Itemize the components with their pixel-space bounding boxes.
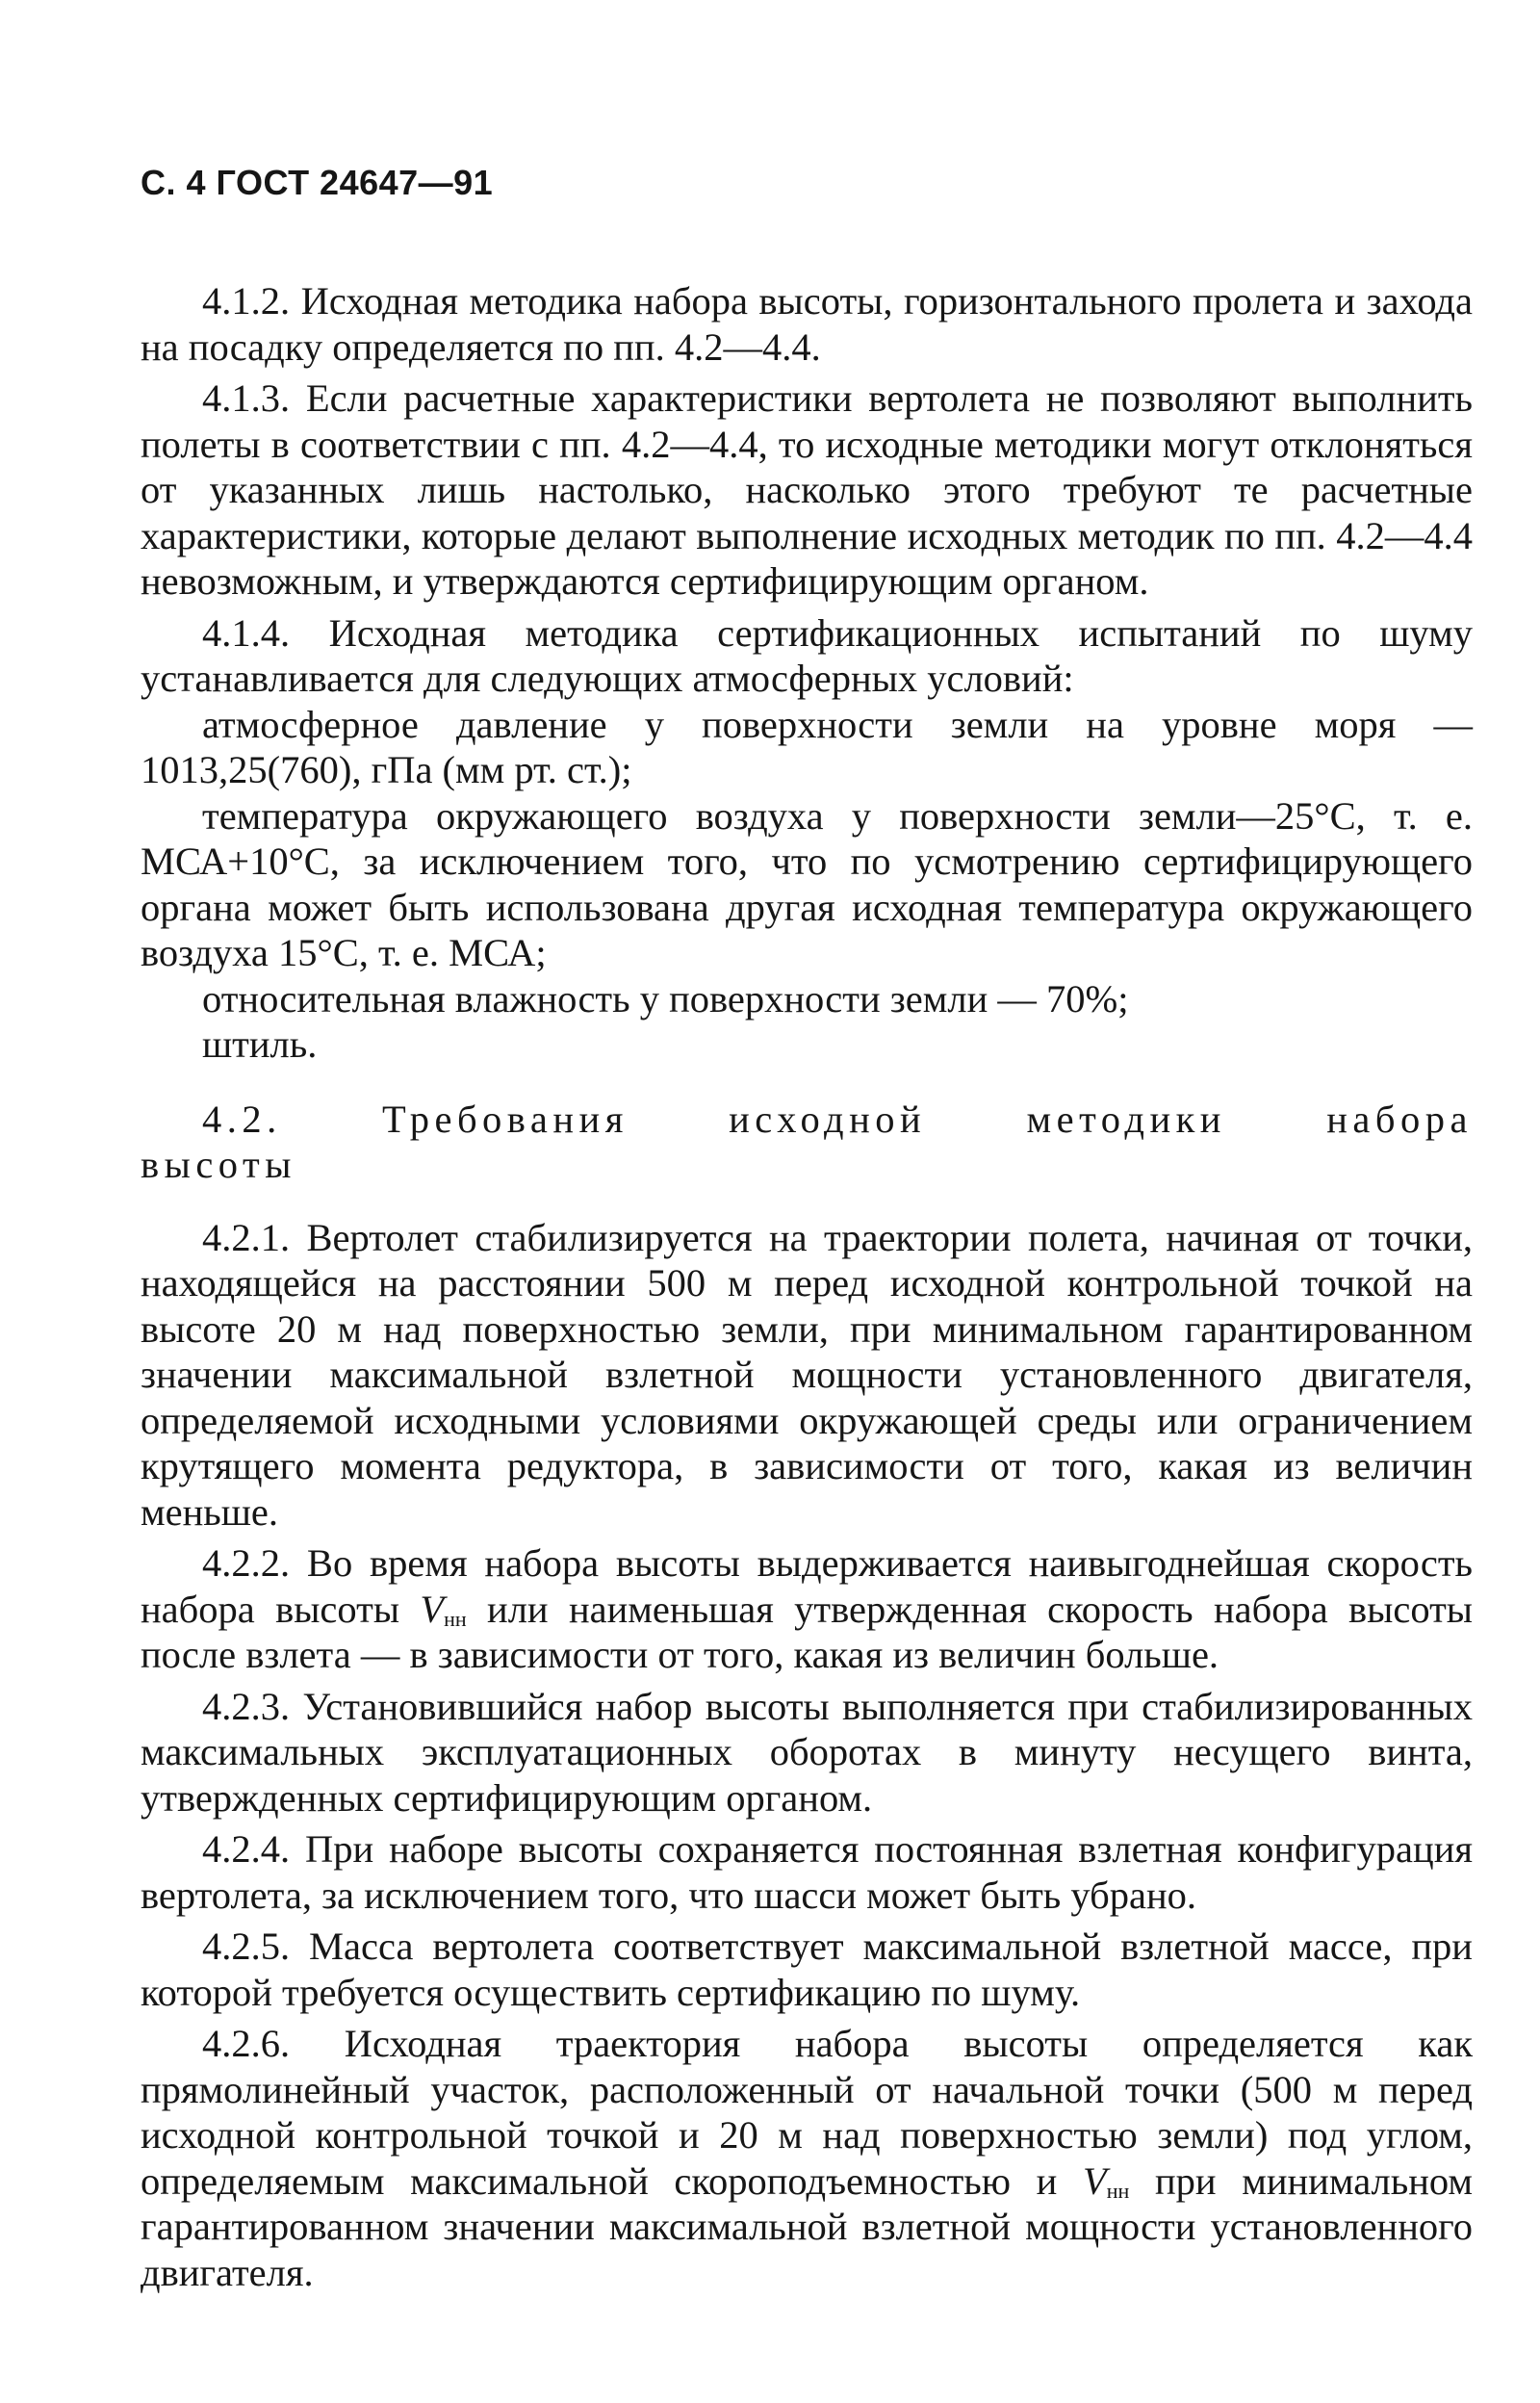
velocity-subscript: нн	[444, 1606, 467, 1631]
velocity-subscript-2: нн	[1106, 2178, 1130, 2203]
document-body	[141, 278, 1473, 2295]
paragraph-4-2-6-part-b: при минимальном гарантированном значении максимальной взлетной мощности установленного двигателя.	[141, 2158, 1473, 2294]
document-page	[141, 162, 1473, 2295]
condition-pressure: атмосферное давление у поверхности земли на уровне моря — 1013,25(760), гПа (мм рт. ст.);	[141, 702, 1473, 792]
paragraph-4-2-3: 4.2.3. Установившийся набор высоты выполняется при стабилизированных максимальных эксплуатационных оборотах в минуту несущего винта, утвержденных сертифицирующим органом.	[141, 1684, 1473, 1820]
paragraph-4-2-4: 4.2.4. При наборе высоты сохраняется постоянная взлетная конфигурация вертолета, за исключением того, что шасси может быть убрано.	[141, 1827, 1473, 1917]
paragraph-4-2-2-part-a: 4.2.2. Во время набора высоты выдерживается наивыгоднейшая скорость набора высоты	[141, 1541, 1473, 1631]
condition-temperature: температура окружающего воздуха у поверхности земли—25°С, т. е. МСА+10°С, за исключением того, что по усмотрению сертифицирующего органа может быть использована другая исходная температура окружающего воздуха 15°С, т. е. МСА;	[141, 793, 1473, 975]
condition-wind: штиль.	[202, 1022, 318, 1067]
section-title-line2: высоты	[141, 1143, 296, 1187]
section-title-line1: 4.2. Требования исходной методики набора	[202, 1097, 1473, 1141]
paragraph-4-1-3: 4.1.3. Если расчетные характеристики вертолета не позволяют выполнить полеты в соответствии с пп. 4.2—4.4, то исходные методики могут отклоняться от указанных лишь настолько, насколько этого требуют те расчетные характеристики, которые делают выполнение исходных методик по пп. 4.2—4.4 невозможным, и утверждаются сертифицирующим органом.	[141, 376, 1473, 604]
condition-humidity: относительная влажность у поверхности земли — 70%;	[202, 976, 1129, 1021]
paragraph-4-2-2-part-b: или наименьшая утвержденная скорость набора высоты после взлета — в зависимости от того, какая из величин больше.	[141, 1587, 1473, 1677]
page-header: С. 4 ГОСТ 24647—91	[141, 163, 494, 202]
paragraph-4-2-2	[141, 1540, 1473, 1678]
velocity-symbol-2: V	[1082, 2158, 1107, 2203]
paragraph-4-2-5: 4.2.5. Масса вертолета соответствует максимальной взлетной массе, при которой требуется осуществить сертификацию по шуму.	[141, 1925, 1473, 2014]
paragraph-4-2-6	[141, 2021, 1473, 2295]
section-title-4-2	[141, 1097, 1473, 1188]
velocity-symbol: V	[420, 1587, 445, 1631]
paragraph-4-2-6-part-a: 4.2.6. Исходная траектория набора высоты определяется как прямолинейный участок, расположенный от начальной точки (500 м перед исходной контрольной точкой и 20 м над поверхностью земли) под углом, определяемым максимальной скороподъемностью и	[141, 2022, 1473, 2203]
paragraph-4-1-4: 4.1.4. Исходная методика сертификационных испытаний по шуму устанавливается для следующих атмосферных условий:	[141, 610, 1473, 701]
paragraph-4-2-1: 4.2.1. Вертолет стабилизируется на траектории полета, начиная от точки, находящейся на расстоянии 500 м перед исходной контрольной точкой на высоте 20 м над поверхностью земли, при минимальном гарантированном значении максимальной взлетной мощности установленного двигателя, определяемой исходными условиями окружающей среды или ограничением крутящего момента редуктора, в зависимости от того, какая из величин меньше.	[141, 1215, 1473, 1534]
paragraph-4-1-2: 4.1.2. Исходная методика набора высоты, горизонтального пролета и захода на посадку определяется по пп. 4.2—4.4.	[141, 279, 1473, 369]
